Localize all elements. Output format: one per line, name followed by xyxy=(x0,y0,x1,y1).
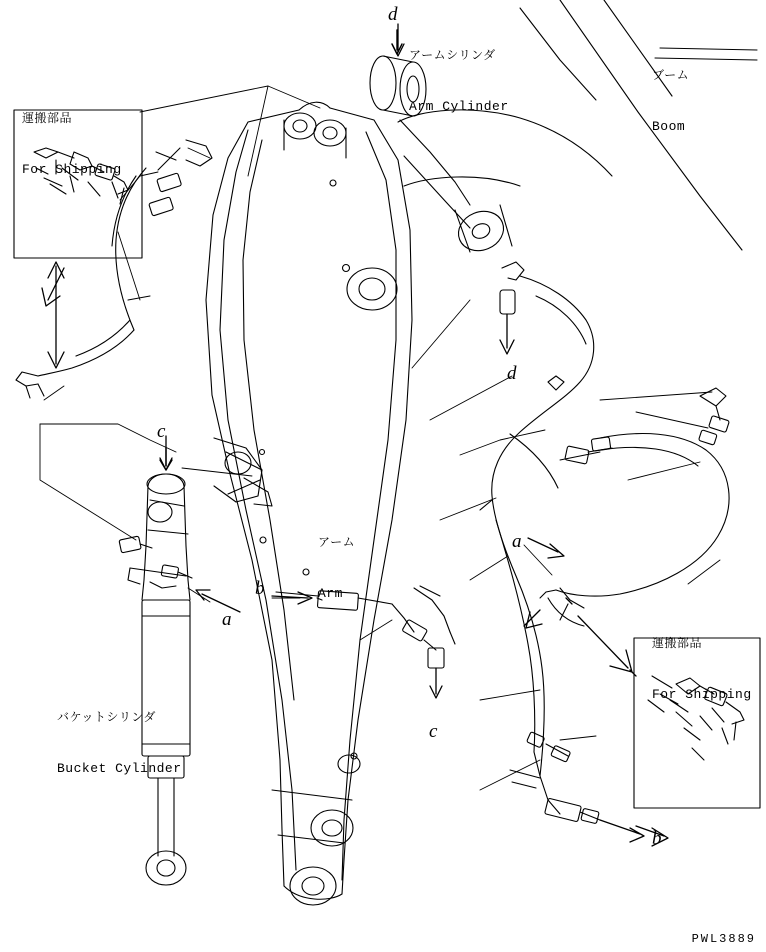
label-arm xyxy=(318,500,356,639)
callout-b-right: b xyxy=(652,828,662,849)
label-bucket-cylinder xyxy=(57,675,182,814)
arm-body xyxy=(206,102,412,905)
label-arm-jp: アーム xyxy=(318,535,356,550)
label-for-shipping-right xyxy=(652,601,752,740)
label-boom xyxy=(652,33,690,172)
callout-a-right: a xyxy=(512,531,522,552)
callout-b-left: b xyxy=(255,578,265,599)
label-arm-cylinder xyxy=(409,13,509,152)
label-for-shipping-right-jp: 運搬部品 xyxy=(652,636,703,651)
label-bucket-cylinder-jp: バケットシリンダ xyxy=(57,710,156,725)
callout-d-top: d xyxy=(388,4,398,25)
drawing-part-number: PWL3889 xyxy=(691,932,756,946)
label-arm-en: Arm xyxy=(318,586,343,602)
callout-c-lower: c xyxy=(429,721,438,742)
label-arm-cylinder-jp: アームシリンダ xyxy=(409,48,496,63)
label-boom-en: Boom xyxy=(652,119,686,135)
callout-d-mid: d xyxy=(507,363,517,384)
label-bucket-cylinder-en: Bucket Cylinder xyxy=(57,761,182,777)
label-for-shipping-left xyxy=(22,76,122,215)
label-arm-cylinder-en: Arm Cylinder xyxy=(409,99,509,115)
label-for-shipping-left-en: For Shipping xyxy=(22,162,122,178)
label-for-shipping-right-en: For Shipping xyxy=(652,687,752,703)
bucket-cylinder xyxy=(119,448,192,885)
callout-c-upper: c xyxy=(157,421,166,442)
label-for-shipping-left-jp: 運搬部品 xyxy=(22,111,73,126)
callout-a-left: a xyxy=(222,609,232,630)
label-boom-jp: ブーム xyxy=(652,68,690,83)
